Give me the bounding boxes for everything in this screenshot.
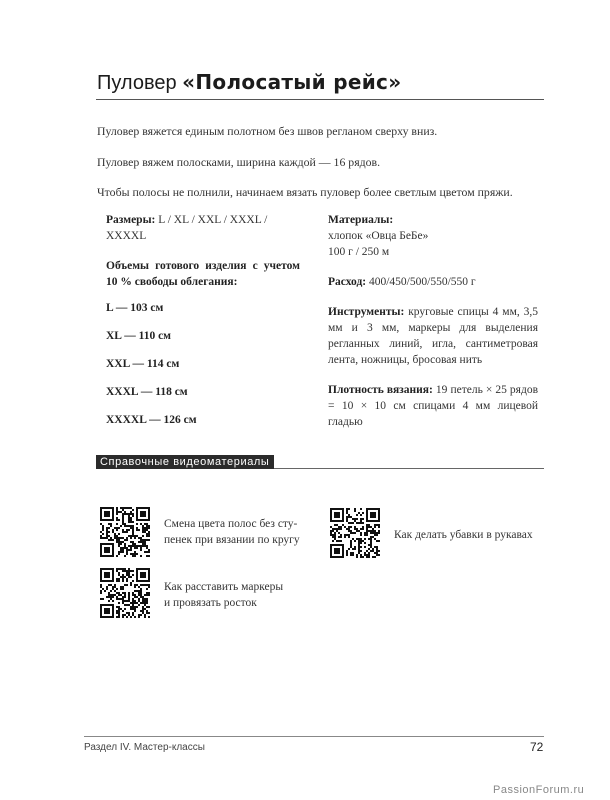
consumption-label: Расход: xyxy=(328,276,367,288)
size-item-l: L — 103 см xyxy=(106,302,164,314)
video-qr-code-3[interactable] xyxy=(330,508,380,563)
tools-line xyxy=(328,304,538,368)
size-item-xxxl: XXXL — 118 см xyxy=(106,386,188,398)
materials-label: Материалы: xyxy=(328,214,394,226)
page-title-bold: «Полосатый рейс» xyxy=(182,70,402,94)
size-item-xxxxl: XXXXL — 126 см xyxy=(106,414,197,426)
video-qr-code-1[interactable] xyxy=(100,507,150,562)
materials-line-1: хлопок «Овца БеБе» xyxy=(328,230,429,242)
title-divider xyxy=(96,99,544,100)
size-item-xxl: XXL — 114 см xyxy=(106,358,180,370)
qr-code-icon xyxy=(100,507,150,557)
materials-line-2: 100 г / 250 м xyxy=(328,246,390,258)
sizes-label: Размеры: xyxy=(106,214,156,226)
page-number: 72 xyxy=(530,740,544,754)
intro-paragraph-2: Пуловер вяжем полосками, ширина каждой — 16 рядов. xyxy=(97,155,381,169)
video-caption-3 xyxy=(394,527,533,543)
sizes-line xyxy=(106,212,300,244)
video-section-label: Справочные видеоматериалы xyxy=(96,455,274,469)
intro-paragraph-3: Чтобы полосы не полнили, начинаем вязать пуловер более светлым цветом пряжи. xyxy=(97,185,513,199)
video-caption-2-line-2: и провязать росток xyxy=(164,597,257,609)
watermark: PassionForum.ru xyxy=(493,784,585,796)
sizes-value: L / XL / XXL / XXXL / XXXXL xyxy=(106,214,268,242)
sizes-column xyxy=(106,212,300,426)
page-title-normal: Пуловер xyxy=(97,72,183,94)
qr-code-icon xyxy=(100,568,150,618)
video-caption-3-line-1: Как делать убавки в рукавах xyxy=(394,529,533,541)
video-caption-2-line-1: Как расставить маркеры xyxy=(164,581,284,593)
video-caption-1-line-1: Смена цвета полос без сту- xyxy=(164,518,298,530)
consumption-line xyxy=(328,274,538,290)
qr-code-icon xyxy=(330,508,380,558)
video-qr-code-2[interactable] xyxy=(100,568,150,623)
video-caption-1-line-2: пенек при вязании по кругу xyxy=(164,534,300,546)
size-item-xl: XL — 110 см xyxy=(106,330,172,342)
tools-value: круговые спицы 4 мм, 3,5 мм и 3 мм, маркеры для выделения регланных линий, игла, сантиметровая лента, ножницы, бросовая нить xyxy=(328,306,538,366)
gauge-label: Плотность вязания: xyxy=(328,384,433,396)
gauge-value: 19 петель × 25 рядов = 10 × 10 см спицами 4 мм лицевой гладью xyxy=(328,384,538,428)
video-caption-2 xyxy=(164,579,283,611)
footer-section: Раздел IV. Мастер-классы xyxy=(84,742,205,753)
gauge-line xyxy=(328,382,538,430)
materials-column xyxy=(328,212,538,430)
video-caption-1 xyxy=(164,516,300,548)
page-title xyxy=(97,70,401,95)
consumption-value: 400/450/500/550/550 г xyxy=(366,276,476,288)
tools-label: Инструменты: xyxy=(328,306,405,318)
footer-divider xyxy=(84,736,544,737)
volume-heading: Объемы готового изделия с учетом 10 % свободы облегания: xyxy=(106,260,300,288)
intro-paragraph-1: Пуловер вяжется единым полотном без швов регланом сверху вниз. xyxy=(97,124,438,138)
